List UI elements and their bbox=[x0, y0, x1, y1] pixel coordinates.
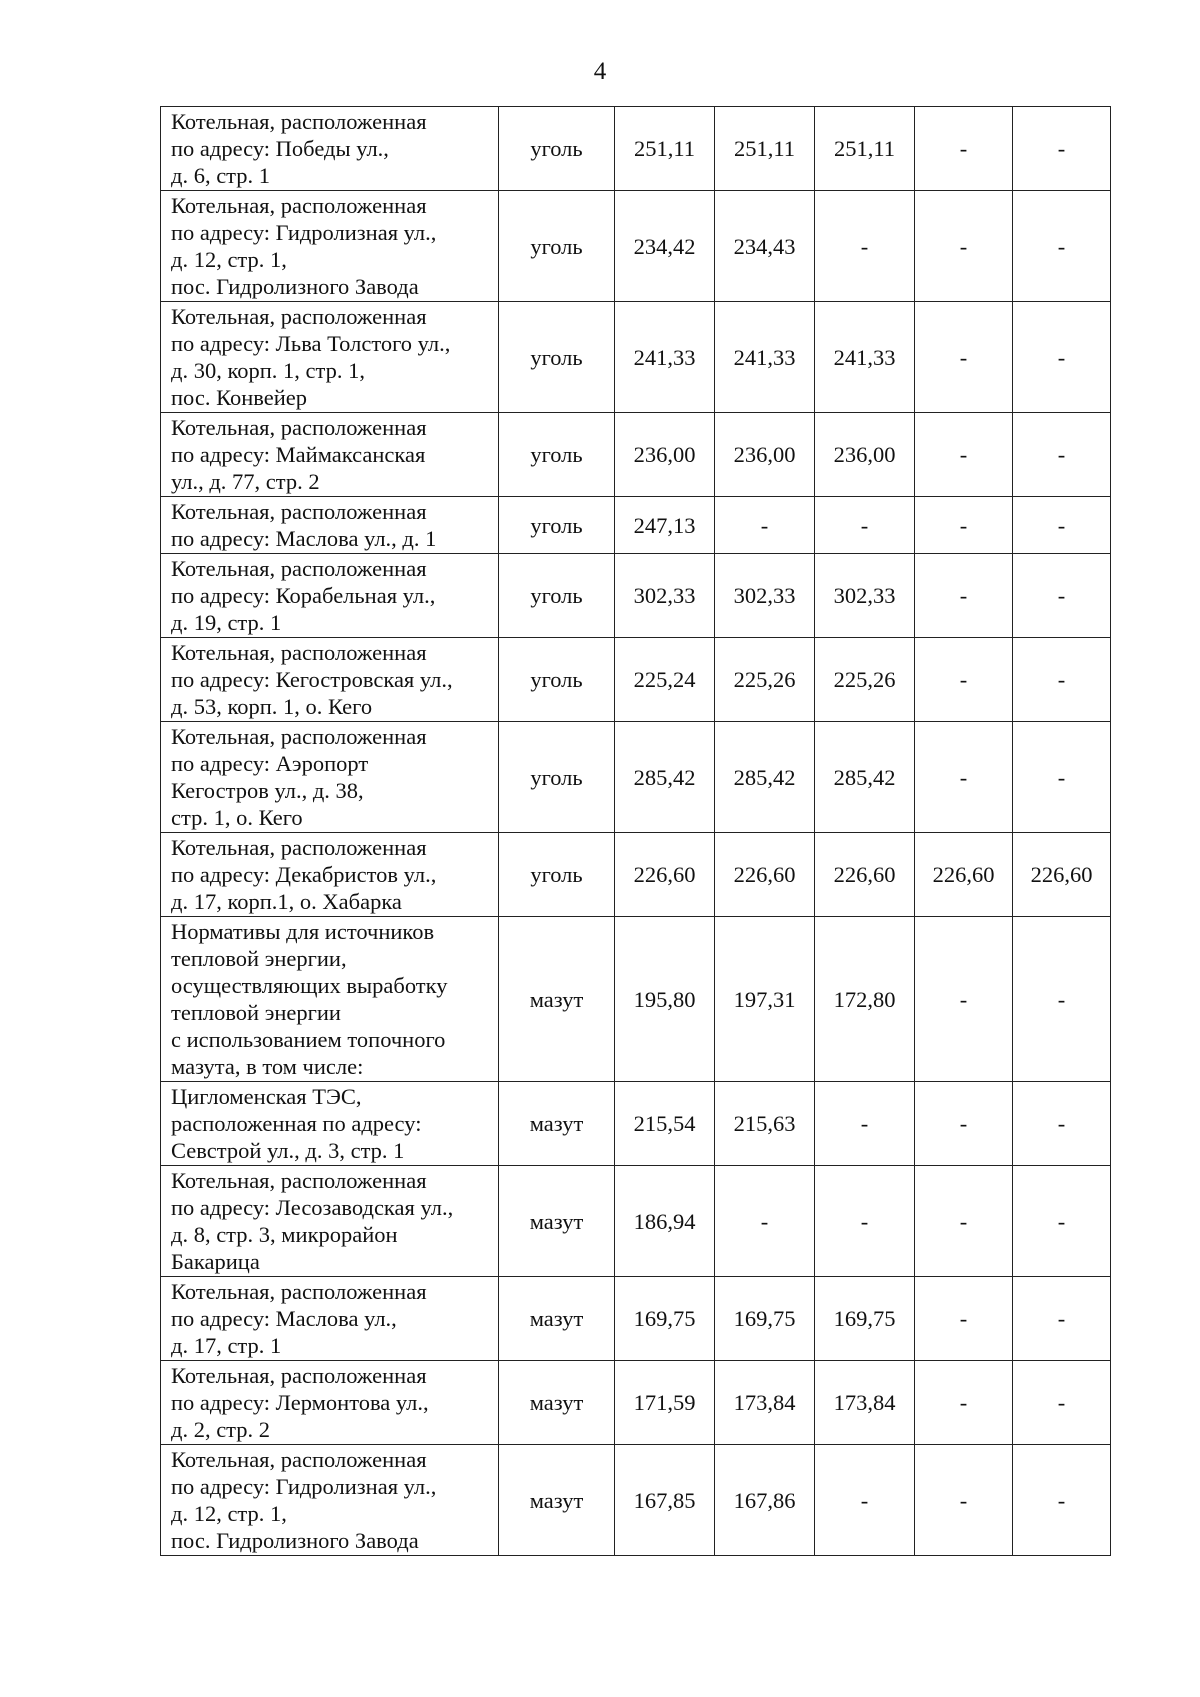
norm-value-cell: 172,80 bbox=[815, 917, 915, 1082]
norm-value-cell: - bbox=[1013, 1277, 1111, 1361]
norm-value-cell: 236,00 bbox=[815, 413, 915, 497]
source-name-line: Котельная, расположенная bbox=[171, 499, 427, 524]
source-name-line: пос. Гидролизного Завода bbox=[171, 274, 419, 299]
source-name-line: по адресу: Гидролизная ул., bbox=[171, 1474, 437, 1499]
norm-value-cell: - bbox=[915, 917, 1013, 1082]
fuel-type-cell: уголь bbox=[499, 107, 615, 191]
norm-value-cell: 251,11 bbox=[615, 107, 715, 191]
source-name-line: по адресу: Маслова ул., д. 1 bbox=[171, 526, 437, 551]
fuel-type-cell: мазут bbox=[499, 1277, 615, 1361]
fuel-norms-table bbox=[160, 106, 1111, 1556]
fuel-type-cell: мазут bbox=[499, 1082, 615, 1166]
source-name-line: по адресу: Декабристов ул., bbox=[171, 862, 437, 887]
source-name-line: мазута, в том числе: bbox=[171, 1054, 364, 1079]
norm-value-cell: 302,33 bbox=[615, 554, 715, 638]
source-name-cell bbox=[161, 638, 499, 722]
source-name-line: д. 19, стр. 1 bbox=[171, 610, 282, 635]
norm-value-cell: - bbox=[915, 191, 1013, 302]
fuel-type-cell: уголь bbox=[499, 302, 615, 413]
source-name-cell bbox=[161, 413, 499, 497]
fuel-type-cell: уголь bbox=[499, 554, 615, 638]
source-name-line: с использованием топочного bbox=[171, 1027, 446, 1052]
fuel-type-cell: уголь bbox=[499, 497, 615, 554]
table-row bbox=[161, 554, 1111, 638]
source-name-line: осуществляющих выработку bbox=[171, 973, 448, 998]
norm-value-cell: 241,33 bbox=[615, 302, 715, 413]
norm-value-cell: - bbox=[1013, 1166, 1111, 1277]
fuel-type-cell: мазут bbox=[499, 1445, 615, 1556]
norm-value-cell: - bbox=[915, 107, 1013, 191]
norm-value-cell: 285,42 bbox=[615, 722, 715, 833]
norm-value-cell: - bbox=[815, 191, 915, 302]
norm-value-cell: - bbox=[1013, 302, 1111, 413]
norm-value-cell: - bbox=[715, 497, 815, 554]
source-name-line: Котельная, расположенная bbox=[171, 1363, 427, 1388]
table-row bbox=[161, 413, 1111, 497]
source-name-line: Котельная, расположенная bbox=[171, 415, 427, 440]
norm-value-cell: 285,42 bbox=[715, 722, 815, 833]
source-name-line: д. 6, стр. 1 bbox=[171, 163, 271, 188]
norm-value-cell: - bbox=[915, 1361, 1013, 1445]
fuel-type-cell: мазут bbox=[499, 1166, 615, 1277]
source-name-line: Котельная, расположенная bbox=[171, 556, 427, 581]
source-name-line: д. 53, корп. 1, о. Кего bbox=[171, 694, 373, 719]
norm-value-cell: 251,11 bbox=[715, 107, 815, 191]
norm-value-cell: 234,43 bbox=[715, 191, 815, 302]
source-name-cell bbox=[161, 107, 499, 191]
source-name-cell bbox=[161, 1277, 499, 1361]
table-row bbox=[161, 917, 1111, 1082]
norm-value-cell: - bbox=[915, 302, 1013, 413]
source-name-cell bbox=[161, 722, 499, 833]
norm-value-cell: - bbox=[815, 1445, 915, 1556]
norm-value-cell: 234,42 bbox=[615, 191, 715, 302]
source-name-line: Севстрой ул., д. 3, стр. 1 bbox=[171, 1138, 405, 1163]
norm-value-cell: 169,75 bbox=[715, 1277, 815, 1361]
norm-value-cell: - bbox=[915, 1277, 1013, 1361]
norm-value-cell: 215,63 bbox=[715, 1082, 815, 1166]
norm-value-cell: 226,60 bbox=[815, 833, 915, 917]
source-name-line: Цигломенская ТЭС, bbox=[171, 1084, 362, 1109]
source-name-line: Котельная, расположенная bbox=[171, 835, 427, 860]
norm-value-cell: 167,85 bbox=[615, 1445, 715, 1556]
norm-value-cell: - bbox=[915, 413, 1013, 497]
source-name-line: Котельная, расположенная bbox=[171, 640, 427, 665]
fuel-type-cell: уголь bbox=[499, 833, 615, 917]
source-name-line: тепловой энергии bbox=[171, 1000, 341, 1025]
norm-value-cell: 173,84 bbox=[715, 1361, 815, 1445]
norm-value-cell: 173,84 bbox=[815, 1361, 915, 1445]
source-name-line: Котельная, расположенная bbox=[171, 1279, 427, 1304]
source-name-line: д. 2, стр. 2 bbox=[171, 1417, 271, 1442]
fuel-type-cell: мазут bbox=[499, 917, 615, 1082]
source-name-line: д. 12, стр. 1, bbox=[171, 1501, 287, 1526]
norm-value-cell: 171,59 bbox=[615, 1361, 715, 1445]
norm-value-cell: - bbox=[1013, 554, 1111, 638]
source-name-line: расположенная по адресу: bbox=[171, 1111, 422, 1136]
norm-value-cell: 285,42 bbox=[815, 722, 915, 833]
norm-value-cell: - bbox=[1013, 497, 1111, 554]
norm-value-cell: 236,00 bbox=[615, 413, 715, 497]
source-name-line: по адресу: Аэропорт bbox=[171, 751, 369, 776]
norm-value-cell: - bbox=[815, 497, 915, 554]
source-name-cell bbox=[161, 1082, 499, 1166]
source-name-cell bbox=[161, 917, 499, 1082]
norm-value-cell: 186,94 bbox=[615, 1166, 715, 1277]
table-row bbox=[161, 497, 1111, 554]
source-name-cell bbox=[161, 1445, 499, 1556]
source-name-cell bbox=[161, 302, 499, 413]
table-row bbox=[161, 1277, 1111, 1361]
source-name-cell bbox=[161, 833, 499, 917]
source-name-line: по адресу: Маймаксанская bbox=[171, 442, 426, 467]
fuel-type-cell: уголь bbox=[499, 191, 615, 302]
norm-value-cell: 247,13 bbox=[615, 497, 715, 554]
fuel-type-cell: уголь bbox=[499, 722, 615, 833]
table-row bbox=[161, 722, 1111, 833]
fuel-type-cell: уголь bbox=[499, 413, 615, 497]
page-number: 4 bbox=[593, 58, 607, 85]
norm-value-cell: 225,26 bbox=[715, 638, 815, 722]
norm-value-cell: 225,26 bbox=[815, 638, 915, 722]
table-body bbox=[161, 107, 1111, 1556]
table-row bbox=[161, 1166, 1111, 1277]
source-name-line: Котельная, расположенная bbox=[171, 724, 427, 749]
source-name-line: Бакарица bbox=[171, 1249, 260, 1274]
source-name-line: Котельная, расположенная bbox=[171, 109, 427, 134]
norm-value-cell: - bbox=[915, 638, 1013, 722]
source-name-line: д. 8, стр. 3, микрорайон bbox=[171, 1222, 398, 1247]
table-row bbox=[161, 302, 1111, 413]
source-name-cell bbox=[161, 191, 499, 302]
source-name-line: тепловой энергии, bbox=[171, 946, 347, 971]
table-row bbox=[161, 833, 1111, 917]
source-name-line: Котельная, расположенная bbox=[171, 1447, 427, 1472]
norm-value-cell: 197,31 bbox=[715, 917, 815, 1082]
norm-value-cell: 236,00 bbox=[715, 413, 815, 497]
norm-value-cell: - bbox=[1013, 413, 1111, 497]
norm-value-cell: - bbox=[915, 1166, 1013, 1277]
table-row bbox=[161, 107, 1111, 191]
norm-value-cell: 226,60 bbox=[915, 833, 1013, 917]
source-name-line: по адресу: Победы ул., bbox=[171, 136, 389, 161]
source-name-line: по адресу: Маслова ул., bbox=[171, 1306, 397, 1331]
norm-value-cell: 226,60 bbox=[1013, 833, 1111, 917]
norm-value-cell: - bbox=[915, 554, 1013, 638]
norm-value-cell: 226,60 bbox=[715, 833, 815, 917]
norm-value-cell: - bbox=[915, 1445, 1013, 1556]
source-name-line: по адресу: Кегостровская ул., bbox=[171, 667, 453, 692]
source-name-line: по адресу: Гидролизная ул., bbox=[171, 220, 437, 245]
norm-value-cell: - bbox=[1013, 191, 1111, 302]
norm-value-cell: 195,80 bbox=[615, 917, 715, 1082]
source-name-line: пос. Конвейер bbox=[171, 385, 308, 410]
norm-value-cell: - bbox=[1013, 917, 1111, 1082]
source-name-cell bbox=[161, 554, 499, 638]
norm-value-cell: - bbox=[815, 1166, 915, 1277]
norm-value-cell: - bbox=[1013, 1361, 1111, 1445]
norm-value-cell: - bbox=[1013, 638, 1111, 722]
source-name-line: д. 12, стр. 1, bbox=[171, 247, 287, 272]
source-name-line: д. 17, корп.1, о. Хабарка bbox=[171, 889, 402, 914]
source-name-line: по адресу: Корабельная ул., bbox=[171, 583, 436, 608]
norm-value-cell: 167,86 bbox=[715, 1445, 815, 1556]
source-name-line: стр. 1, о. Кего bbox=[171, 805, 303, 830]
source-name-line: по адресу: Лесозаводская ул., bbox=[171, 1195, 454, 1220]
source-name-line: ул., д. 77, стр. 2 bbox=[171, 469, 320, 494]
norm-value-cell: - bbox=[1013, 107, 1111, 191]
norm-value-cell: - bbox=[915, 497, 1013, 554]
source-name-line: Котельная, расположенная bbox=[171, 193, 427, 218]
source-name-line: д. 17, стр. 1 bbox=[171, 1333, 282, 1358]
norm-value-cell: - bbox=[915, 1082, 1013, 1166]
source-name-cell bbox=[161, 1166, 499, 1277]
norm-value-cell: - bbox=[715, 1166, 815, 1277]
norm-value-cell: 241,33 bbox=[715, 302, 815, 413]
source-name-line: по адресу: Льва Толстого ул., bbox=[171, 331, 451, 356]
norm-value-cell: 302,33 bbox=[715, 554, 815, 638]
norm-value-cell: - bbox=[1013, 1082, 1111, 1166]
norm-value-cell: - bbox=[1013, 1445, 1111, 1556]
table-row bbox=[161, 191, 1111, 302]
fuel-type-cell: уголь bbox=[499, 638, 615, 722]
source-name-line: д. 30, корп. 1, стр. 1, bbox=[171, 358, 365, 383]
source-name-line: Котельная, расположенная bbox=[171, 304, 427, 329]
norm-value-cell: 251,11 bbox=[815, 107, 915, 191]
source-name-line: пос. Гидролизного Завода bbox=[171, 1528, 419, 1553]
norm-value-cell: - bbox=[815, 1082, 915, 1166]
source-name-line: Кегостров ул., д. 38, bbox=[171, 778, 364, 803]
norm-value-cell: - bbox=[915, 722, 1013, 833]
table-row bbox=[161, 638, 1111, 722]
source-name-line: Нормативы для источников bbox=[171, 919, 435, 944]
norm-value-cell: 302,33 bbox=[815, 554, 915, 638]
norm-value-cell: 225,24 bbox=[615, 638, 715, 722]
source-name-line: по адресу: Лермонтова ул., bbox=[171, 1390, 429, 1415]
table-row bbox=[161, 1082, 1111, 1166]
source-name-cell bbox=[161, 1361, 499, 1445]
fuel-type-cell: мазут bbox=[499, 1361, 615, 1445]
norm-value-cell: 215,54 bbox=[615, 1082, 715, 1166]
norm-value-cell: 241,33 bbox=[815, 302, 915, 413]
table-row bbox=[161, 1361, 1111, 1445]
norm-value-cell: - bbox=[1013, 722, 1111, 833]
norm-value-cell: 226,60 bbox=[615, 833, 715, 917]
source-name-line: Котельная, расположенная bbox=[171, 1168, 427, 1193]
source-name-cell bbox=[161, 497, 499, 554]
table-row bbox=[161, 1445, 1111, 1556]
norm-value-cell: 169,75 bbox=[815, 1277, 915, 1361]
norm-value-cell: 169,75 bbox=[615, 1277, 715, 1361]
